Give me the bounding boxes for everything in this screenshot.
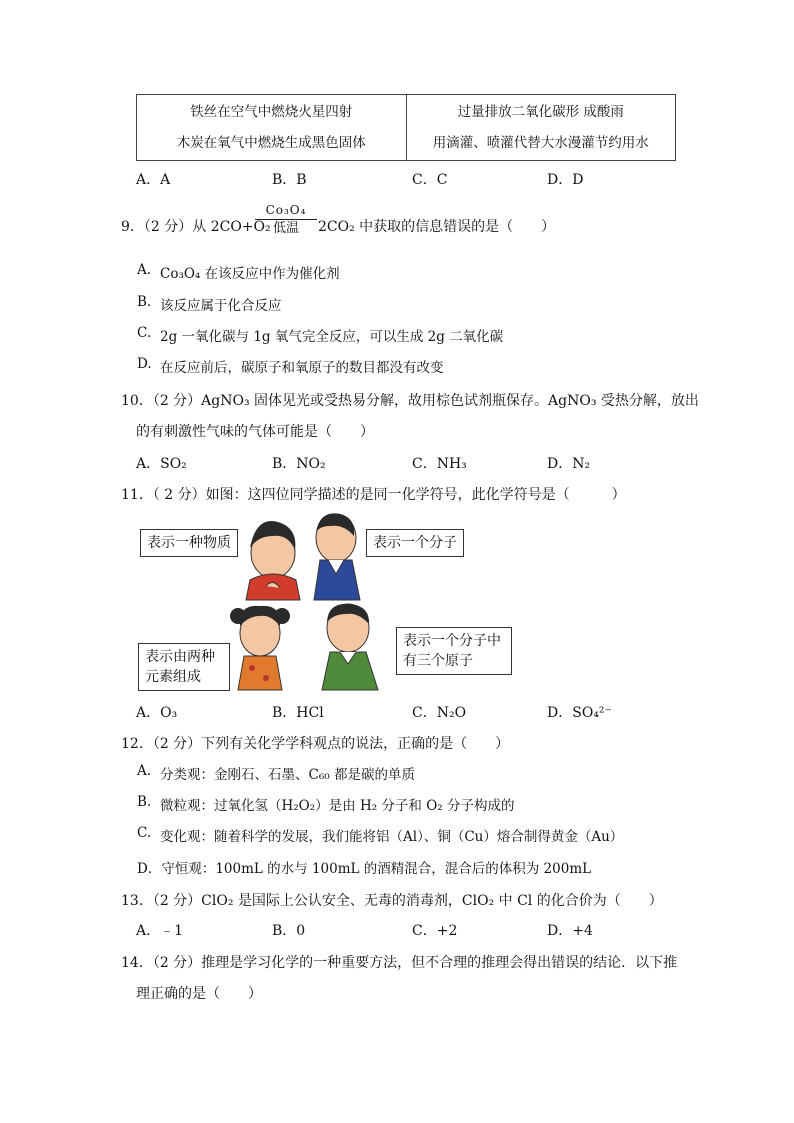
q9-stem-prefix: 9．（2 分）从 2CO+O₂ [121,219,271,235]
q8-table-left-line1: 铁丝在空气中燃烧火星四射 [190,103,353,120]
speech-bubble-bottom-left-line2: 元素组成 [145,669,201,685]
q14-stem-line2: 理正确的是（ ） [136,986,262,1002]
q8-table-right-line2: 用滴灌、喷灌代替大水漫灌节约用水 [432,134,649,151]
q9-option-d-text: 在反应前后，碳原子和氧原子的数目都没有改变 [160,360,444,376]
q13-option-a: A．﹣1 [136,923,184,939]
speech-bubble-bottom-right-line1: 表示一个分子中 [403,633,501,649]
student-top-right [314,513,360,600]
q12-option-a-text: 分类观：金刚石、石墨、C₆₀ 都是碳的单质 [160,767,415,783]
q9-option-b-letter: B. [137,294,152,310]
q8-option-a: A．A [136,172,171,188]
student-bottom-right [322,604,378,690]
q12-stem: 12．（2 分）下列有关化学学科观点的说法，正确的是（ ） [121,736,510,752]
q8-option-b: B．B [272,172,307,188]
q10-option-a: A．SO₂ [136,456,187,472]
q12-option-a-letter: A. [137,763,152,779]
q9-temperature: 低温 [272,221,299,236]
student-bottom-left [230,606,290,690]
q13-option-d: D．+4 [547,923,593,939]
q12-option-b-letter: B. [137,794,152,810]
q8-table-left-cell [137,95,407,161]
speech-bubble-top-left: 表示一种物质 [140,529,238,557]
speech-bubble-bottom-right-line2: 有三个原子 [403,653,473,669]
q9-catalyst: Co₃O₄ [265,203,307,217]
q8-table-left-line2: 木炭在氧气中燃烧生成黑色固体 [176,134,366,151]
q10-option-d: D．N₂ [547,456,591,472]
q10-option-c: C．NH₃ [412,456,467,472]
q13-option-b: B．0 [272,923,306,939]
q9-option-b-text: 该反应属于化合反应 [160,298,282,314]
q9-stem-suffix: 2CO₂ 中获取的信息错误的是（ ） [318,219,556,235]
q10-stem-line2: 的有刺激性气味的气体可能是（ ） [136,424,374,440]
q9-option-a-text: Co₃O₄ 在该反应中作为催化剂 [160,266,340,282]
q12-option-b-text: 微粒观：过氧化氢（H₂O₂）是由 H₂ 分子和 O₂ 分子构成的 [160,798,515,814]
q12-option-d-text: D．守恒观：100mL 的水与 100mL 的酒精混合，混合后的体积为 200mL [137,861,592,877]
q11-option-b: B．HCl [272,705,324,721]
q12-option-c-text: 变化观：随着科学的发展，我们能将铝（Al）、铜（Cu）熔合制得黄金（Au） [160,829,624,845]
student-top-left [246,521,300,600]
speech-bubble-top-right: 表示一个分子 [366,529,464,557]
q11-option-c: C．N₂O [412,705,467,721]
q8-options-table [136,94,676,161]
q11-option-d: D．SO₄²⁻ [547,705,612,721]
q11-option-a: A．O₃ [136,705,178,721]
q9-option-d-letter: D. [137,356,152,372]
q12-option-c-letter: C. [137,825,152,841]
q9-option-c-text: 2g 一氧化碳与 1g 氧气完全反应，可以生成 2g 二氧化碳 [160,329,504,345]
q8-option-c: C．C [412,172,448,188]
q10-option-b: B．NO₂ [272,456,326,472]
speech-bubble-bottom-left [138,643,230,691]
speech-bubble-bottom-left-line1: 表示由两种 [145,649,215,665]
q9-reaction-condition [255,203,317,238]
q8-table-right-line1: 过量排放二氧化碳形 成酸雨 [457,103,624,120]
q8-table-right-cell [406,95,676,161]
q9-option-c-letter: C. [137,325,152,341]
q13-stem: 13．（2 分）ClO₂ 是国际上公认安全、无毒的消毒剂，ClO₂ 中 Cl 的化合价为（ ） [121,893,663,909]
q10-stem-line1: 10．（2 分）AgNO₃ 固体见光或受热易分解，故用棕色试剂瓶保存。AgNO₃ 受热分解，放出 [121,393,699,409]
q14-stem-line1: 14．（2 分）推理是学习化学的一种重要方法，但不合理的推理会得出错误的结论．以下推 [121,955,678,971]
q8-option-d: D．D [547,172,584,188]
speech-bubble-bottom-right [396,627,512,675]
q9-option-a-letter: A. [137,262,152,278]
q13-option-c: C．+2 [412,923,458,939]
q11-stem: 11．（ 2 分）如图：这四位同学描述的是同一化学符号，此化学符号是（ ） [121,487,626,503]
